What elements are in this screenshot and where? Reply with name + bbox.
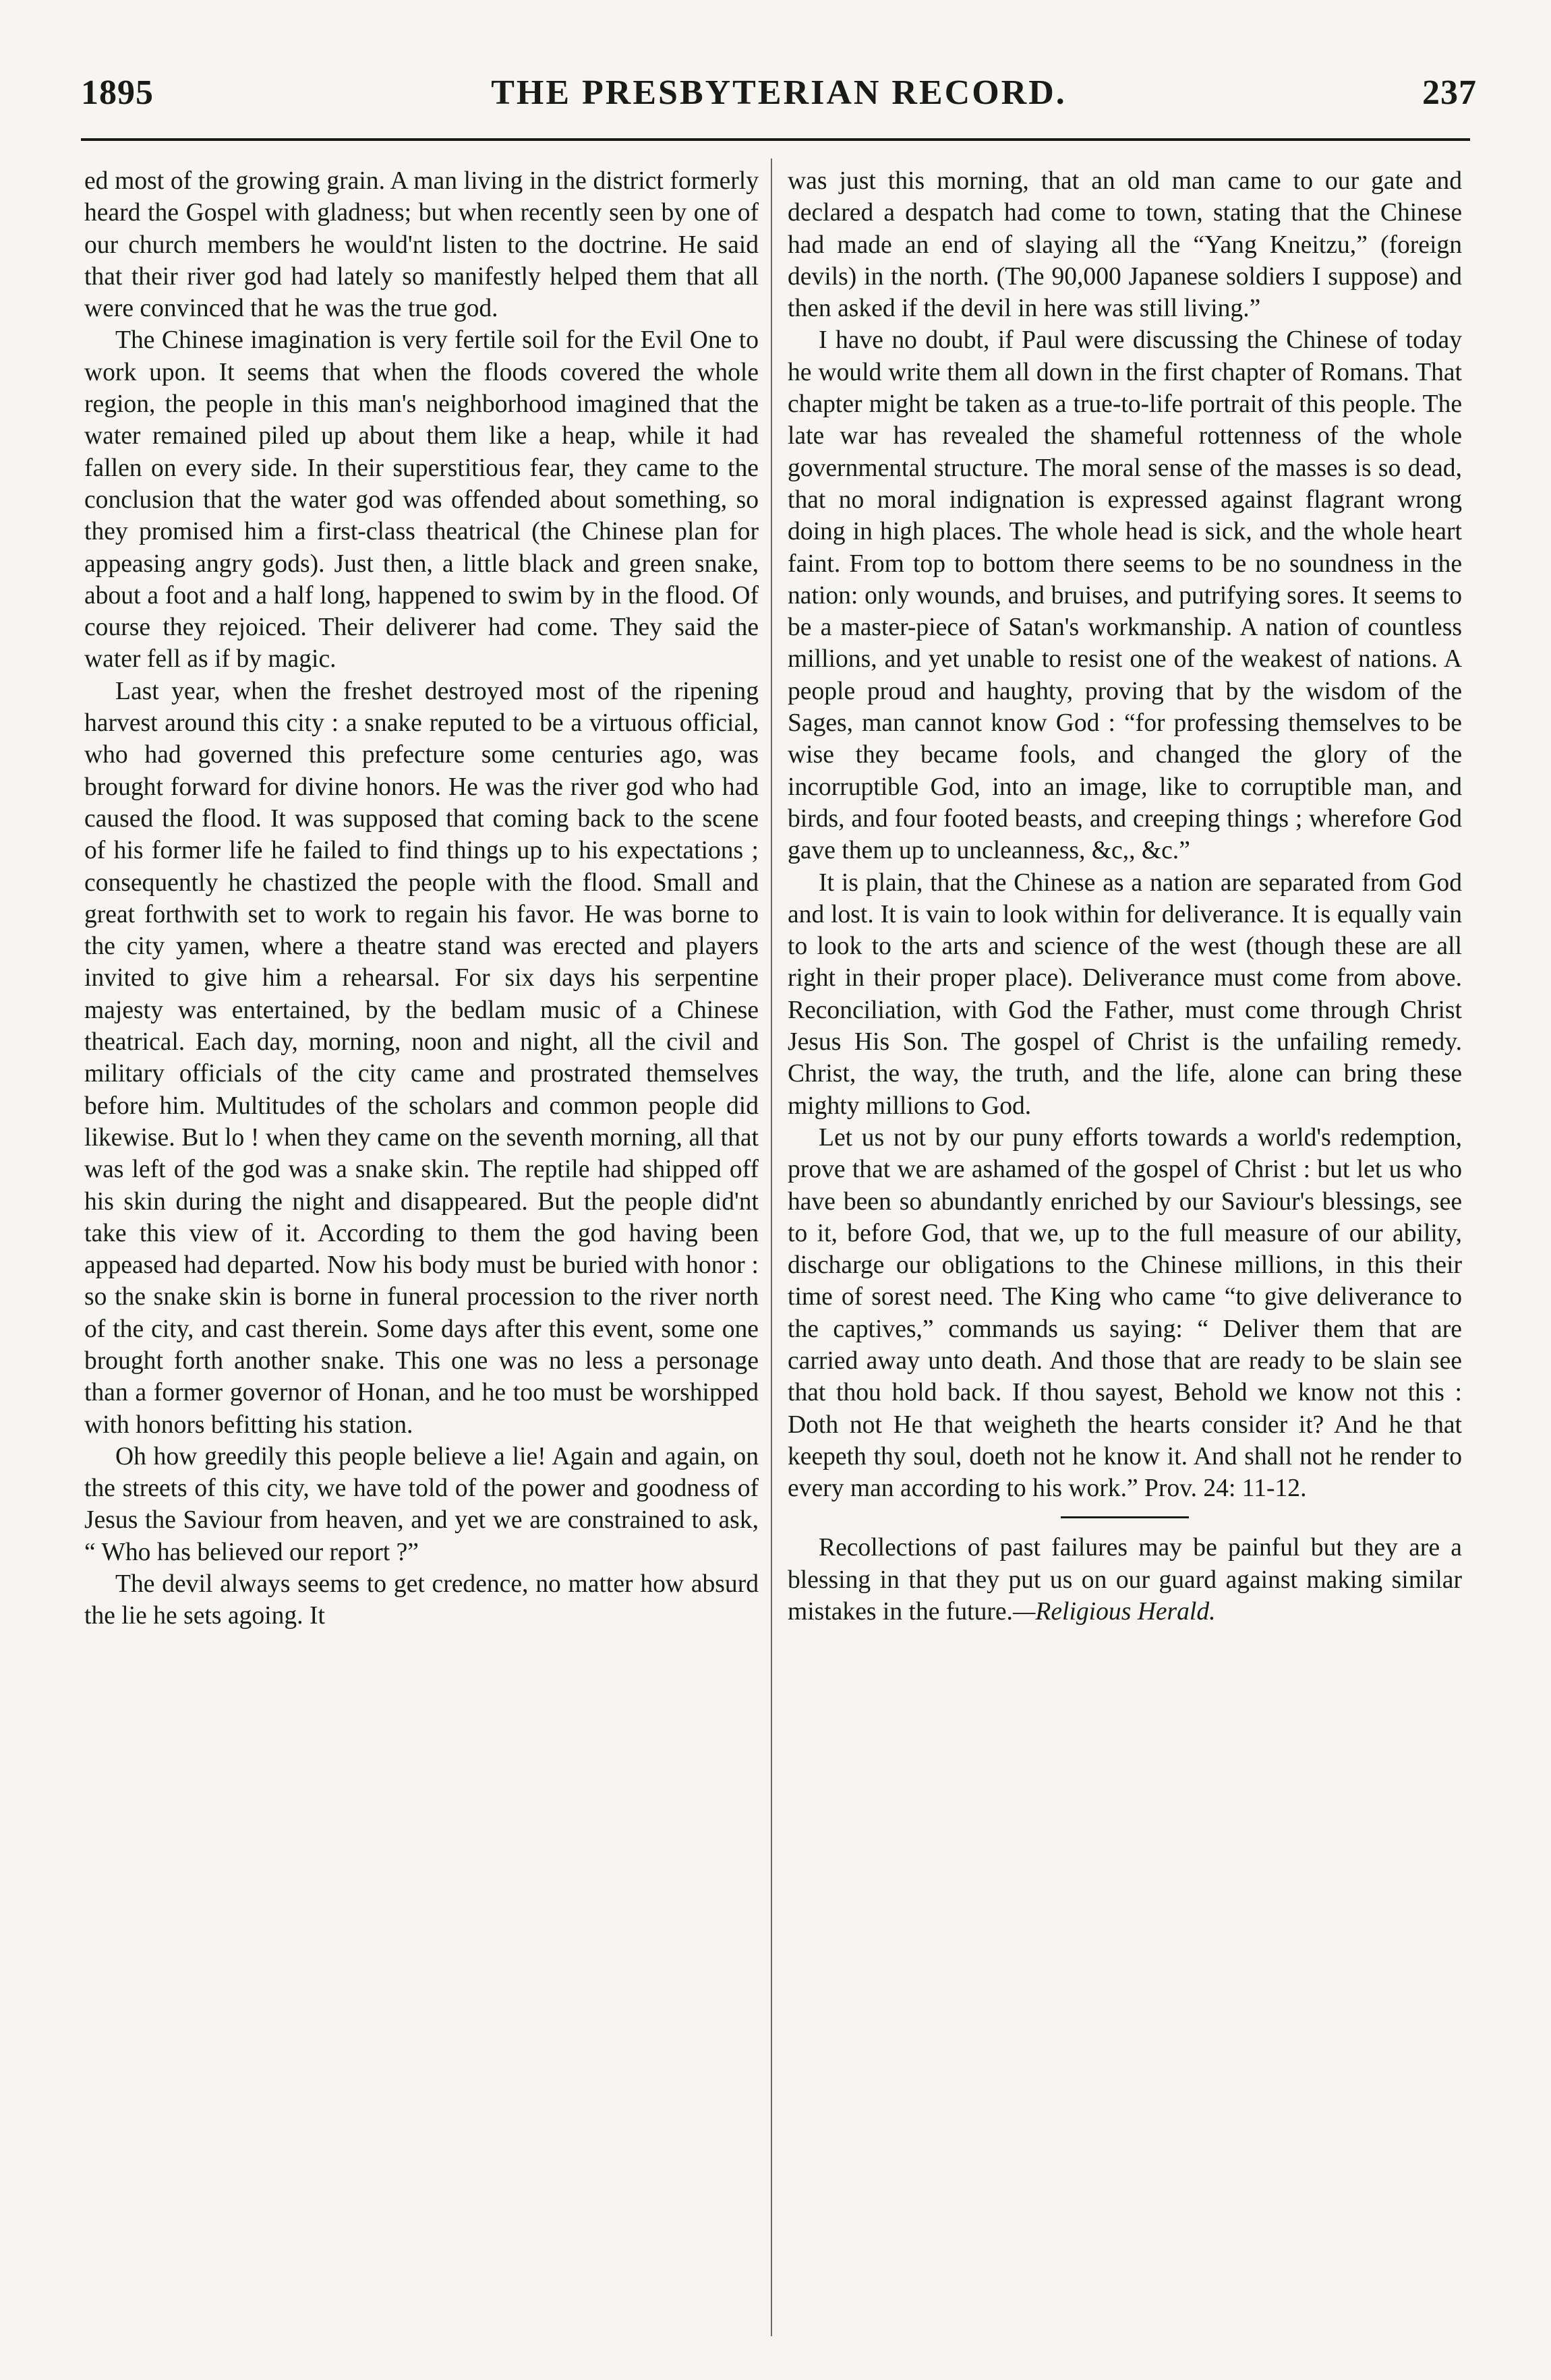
paragraph: I have no doubt, if Paul were discussing the Chinese of today he would write them all down in the first chapter of Romans. That chapter might be taken as a true-to-life portrait of this people. The late war has revealed the shameful rottenness of the whole governmental structure. The moral sense of the masses is so dead, that no moral indignation is expressed against flagrant wrong doing in high places. The whole head is sick, and the whole heart faint. From top to bottom there seems to be no soundness in the nation: only wounds, and bruises, and putrifying sores. It seems to be a master-piece of Satan's workmanship. A nation of countless millions, and yet unable to resist one of the weakest of nations. A people proud and haughty, proving that by the wisdom of the Sages, man cannot know God : “for professing themselves to be wise they became fools, and changed the glory of the incorruptible God, into an image, like to corruptible man, and birds, and four footed beasts, and creeping things ; wherefore God gave them up to uncleanness, &c,, &c.”: [788, 326, 1462, 865]
paragraph: The Chinese imagination is very fertile soil for the Evil One to work upon. It seems that when the floods covered the whole region, the people in this man's neighborhood imagined that the water remained piled up about them like a heap, while it had fallen on every side. In their superstitious fear, they came to the conclusion that the water god was offended about something, so they promised him a first-class theatrical (the Chinese plan for appeasing angry gods). Just then, a little black and green snake, about a foot and a half long, happened to swim by in the flood. Of course they rejoiced. Their deliverer had come. They said the water fell as if by magic.: [84, 326, 759, 674]
section-rule: [1061, 1516, 1189, 1518]
paragraph: was just this morning, that an old man came to our gate and declared a despatch had come to town, stating that the Chinese had made an end of slaying all the “Yang Kneitzu,” (foreign devils) in the north. (The 90,000 Japanese soldiers I suppose) and then asked if the devil in here was still living.”: [788, 167, 1462, 323]
paragraph: It is plain, that the Chinese as a nation are separated from God and lost. It is vain to look within for deliverance. It is equally vain to look to the arts and science of the west (though these are all right in their proper place). Deliverance must come from above. Reconciliation, with God the Father, must come through Christ Jesus His Son. The gospel of Christ is the unfailing remedy. Christ, the way, the truth, and the life, alone can bring these mighty millions to God.: [788, 868, 1462, 1120]
header-year: 1895: [81, 73, 154, 112]
paragraph: Let us not by our puny efforts towards a world's redemption, prove that we are ashamed of the gospel of Christ : but let us who have been so abundantly enriched by our Saviour's blessings, see to it, before God, that we, up to the full measure of our ability, discharge our obligations to the Chinese millions, in this their time of sorest need. The King who came “to give deliverance to the captives,” commands us saying: “ Deliver them that are carried away unto death. And those that are ready to be slain see that thou hold back. If thou sayest, Behold we know not this : Doth not He that weigheth the hearts consider it? And he that keepeth thy soul, doeth not he know it. And shall not he render to every man according to his work.” Prov. 24: 11-12.: [788, 1123, 1462, 1503]
header-rule: [81, 138, 1470, 141]
header-title: THE PRESBYTERIAN RECORD.: [491, 73, 1067, 112]
paragraph: ed most of the growing grain. A man living in the district formerly heard the Gospel with gladness; but when recently seen by one of our church members he would'nt listen to the doctrine. He said that their river god had lately so manifestly helped them that all were convinced that he was the true god.: [84, 167, 759, 323]
paragraph: The devil always seems to get credence, no matter how absurd the lie he sets agoing. It: [84, 1570, 759, 1630]
paragraph: Oh how greedily this people believe a lie! Again and again, on the streets of this city, we have told of the power and goodness of Jesus the Saviour from heaven, and yet we are constrained to ask, “ Who has believed our report ?”: [84, 1442, 759, 1566]
right-column: [788, 165, 1462, 1628]
left-column: [84, 165, 759, 1632]
column-divider: [771, 158, 772, 2336]
source-attribution: —Religious Herald.: [1012, 1598, 1216, 1626]
header-page-number: 237: [1422, 73, 1477, 112]
page-header: [81, 73, 1477, 127]
closing-text: Recollections of past failures may be painful but they are a blessing in that they put us on our guard against making similar mistakes in the future.: [788, 1534, 1462, 1626]
paragraph: Last year, when the freshet destroyed most of the ripening harvest around this city : a snake reputed to be a virtuous official, who had governed this prefecture some centuries ago, was brought forward for divine honors. He was the river god who had caused the flood. It was supposed that coming back to the scene of his former life he failed to find things up to his expectations ; consequently he chastized the people with the flood. Small and great forthwith set to work to regain his favor. He was borne to the city yamen, where a theatre stand was erected and players invited to give him a rehearsal. For six days his serpentine majesty was entertained, by the bedlam music of a Chinese theatrical. Each day, morning, noon and night, all the civil and military officials of the city came and prostrated themselves before him. Multitudes of the scholars and common people did likewise. But lo ! when they came on the seventh morning, all that was left of the god was a snake skin. The reptile had shipped off his skin during the night and disappeared. But the people did'nt take this view of it. According to them the god having been appeased had departed. Now his body must be buried with honor : so the snake skin is borne in funeral procession to the river north of the city, and cast therein. Some days after this event, some one brought forth another snake. This one was no less a personage than a former governor of Honan, and he too must be worshipped with honors befitting his station.: [84, 677, 759, 1439]
paragraph: [788, 1532, 1462, 1628]
